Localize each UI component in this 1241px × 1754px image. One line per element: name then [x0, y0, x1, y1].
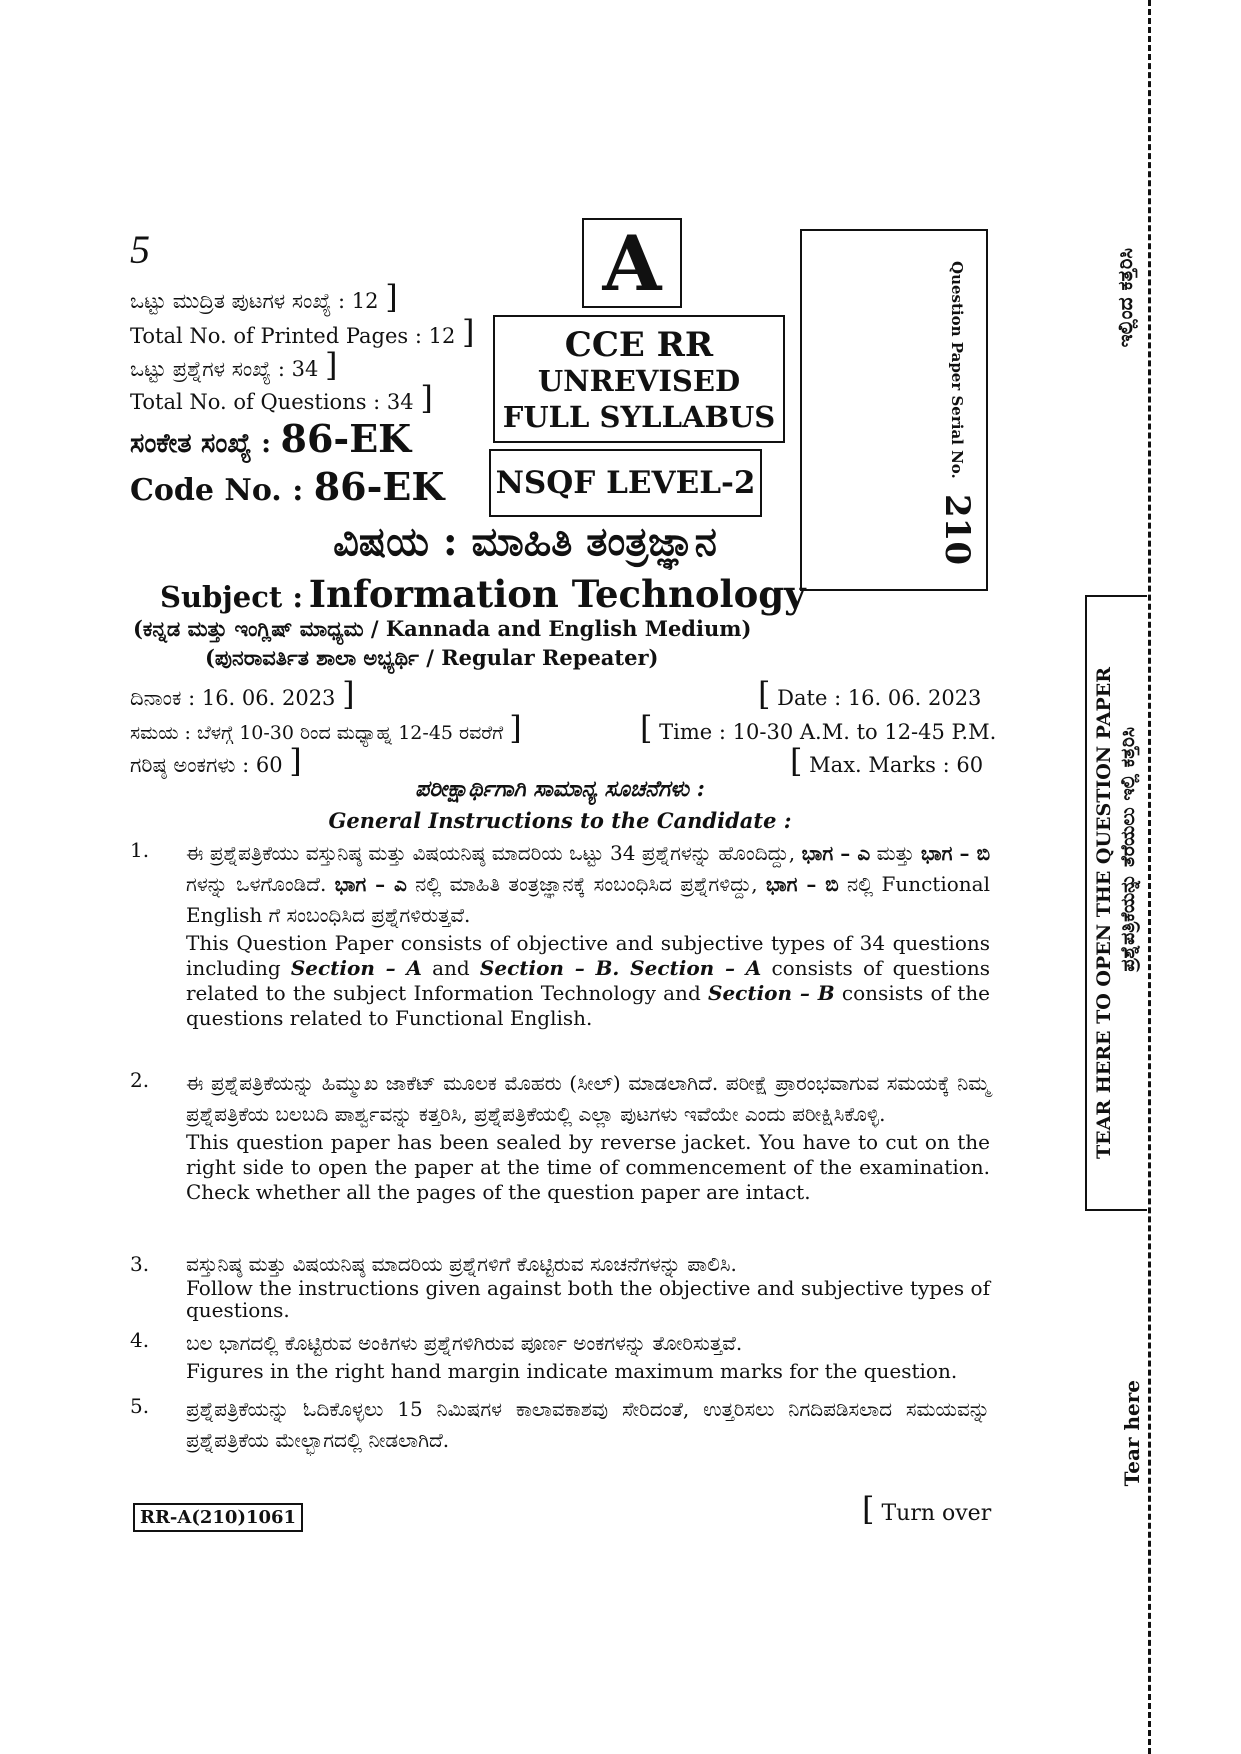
tear-here-label: Tear here [1120, 1380, 1144, 1487]
en-instructions-title: General Instructions to the Candidate : [328, 808, 792, 833]
instruction-number: 3. [130, 1252, 150, 1276]
candidate-type: (ಪುನರಾವರ್ತಿತ ಶಾಲಾ ಅಭ್ಯರ್ಥಿ / Regular Repeater) [205, 645, 659, 670]
en-time-text: Time : 10-30 A.M. to 12-45 P.M. [659, 720, 997, 744]
instruction-number: 1. [130, 838, 150, 862]
kn-text-part: ಗಳನ್ನು ಒಳಗೊಂಡಿದೆ. [186, 872, 335, 896]
en-subject [160, 572, 806, 616]
nsqf-level-box: NSQF LEVEL-2 [489, 449, 762, 517]
en-code-number [130, 464, 444, 509]
serial-value: 210 [937, 494, 977, 566]
kn-text-part: ನಲ್ಲಿ ಮಾಹಿತಿ ತಂತ್ರಜ್ಞಾನಕ್ಕೆ ಸಂಬಂಧಿಸಿದ ಪ್ರಶ್ನೆಗಳಿದ್ದು, [406, 872, 766, 896]
bracket: ] [509, 709, 522, 747]
instruction-number: 5. [130, 1394, 150, 1418]
kn-max-marks [130, 742, 302, 780]
tear-dashed-line[interactable] [1148, 0, 1151, 1754]
kn-total-questions-text: ಒಟ್ಟು ಪ್ರಶ್ನೆಗಳ ಸಂಖ್ಯೆ : 34 [130, 357, 319, 381]
instruction-item-5 [130, 1394, 990, 1456]
kn-text-part: ಮತ್ತು [870, 841, 921, 865]
kn-date [130, 675, 355, 713]
en-total-questions-text: Total No. of Questions : 34 [130, 390, 414, 414]
bracket: [ [640, 709, 653, 747]
en-subject-value: Information Technology [308, 572, 806, 616]
en-text-part: consists of the questions related to Functional English. [186, 981, 990, 1030]
cce-rr-label: CCE RR [564, 325, 714, 365]
kn-bold-part: ಭಾಗ – ಬಿ [765, 872, 839, 896]
kn-printed-pages [130, 278, 398, 316]
en-total-questions [130, 379, 433, 417]
page-number: 5 [130, 227, 150, 272]
kn-time [130, 709, 522, 747]
kn-total-questions [130, 346, 338, 384]
en-date-text: Date : 16. 06. 2023 [777, 686, 982, 710]
instruction-number: 2. [130, 1068, 150, 1092]
en-text-part: consists of questions related to the subject Information Technology and [186, 956, 990, 1005]
bracket: ] [385, 278, 398, 316]
kn-time-text: ಸಮಯ : ಬೆಳಗ್ಗೆ 10-30 ರಿಂದ ಮಧ್ಯಾಹ್ನ 12-45 ರವರೆಗೆ [130, 722, 504, 744]
bracket: ] [289, 742, 302, 780]
kn-code-label: ಸಂಕೇತ ಸಂಖ್ಯೆ : [130, 428, 272, 459]
paper-code-box: RR-A(210)1061 [133, 1503, 303, 1532]
en-printed-pages [130, 313, 475, 351]
bracket: ] [342, 675, 355, 713]
unrevised-label: UNREVISED [537, 364, 741, 398]
instruction-number: 4. [130, 1328, 150, 1352]
instruction-kn-text: ಬಲ ಭಾಗದಲ್ಲಿ ಕೊಟ್ಟಿರುವ ಅಂಕಿಗಳು ಪ್ರಶ್ನೆಗಳಿಗಿರುವ ಪೂರ್ಣ ಅಂಕಗಳನ್ನು ತೋರಿಸುತ್ತವೆ. [186, 1331, 743, 1355]
en-printed-pages-text: Total No. of Printed Pages : 12 [130, 324, 456, 348]
kn-date-text: ದಿನಾಂಕ : 16. 06. 2023 [130, 686, 336, 710]
kn-instructions-title: ಪರೀಕ್ಷಾರ್ಥಿಗಾಗಿ ಸಾಮಾನ್ಯ ಸೂಚನೆಗಳು : [415, 776, 705, 802]
turn-over-text: Turn over [881, 1501, 992, 1526]
kn-bold-part: ಭಾಗ – ಎ [801, 841, 871, 865]
en-time [640, 709, 997, 747]
bracket: [ [862, 1490, 875, 1528]
instruction-item-3 [130, 1252, 990, 1321]
en-date [758, 675, 982, 713]
version-box: A [582, 218, 682, 308]
bracket: ] [325, 346, 338, 384]
kn-subject: ವಿಷಯ : ಮಾಹಿತಿ ತಂತ್ರಜ್ಞಾನ [333, 518, 717, 565]
en-bold-part: Section – A [290, 956, 422, 980]
kn-tear-label-top: ಇಲ್ಲಿಂದ ಕತ್ತರಿಸಿ [1113, 248, 1137, 348]
full-syllabus-label: FULL SYLLABUS [502, 400, 776, 434]
medium-line: (ಕನ್ನಡ ಮತ್ತು ಇಂಗ್ಲಿಷ್ ಮಾಧ್ಯಮ / Kannada and English Medium) [133, 616, 752, 641]
kn-code-value: 86-EK [280, 416, 412, 461]
en-max-marks [790, 742, 984, 780]
kn-text-part: ಈ ಪ್ರಶ್ನೆಪತ್ರಿಕೆಯು ವಸ್ತುನಿಷ್ಠ ಮತ್ತು ವಿಷಯನಿಷ್ಠ ಮಾದರಿಯ ಒಟ್ಟು 34 ಪ್ರಶ್ನೆಗಳನ್ನು ಹೊಂದಿದ್ದು, [186, 841, 802, 865]
kn-printed-pages-text: ಒಟ್ಟು ಮುದ್ರಿತ ಪುಟಗಳ ಸಂಖ್ಯೆ : 12 [130, 289, 379, 313]
tear-instruction-box [1085, 595, 1147, 1211]
instruction-en-text: This question paper has been sealed by reverse jacket. You have to cut on the right side to open the paper at the time of commencement of the examination. Check whether all the pages of the question paper are intact. [186, 1130, 990, 1204]
en-bold-part: Section – B [708, 981, 835, 1005]
en-tear-instruction: TEAR HERE TO OPEN THE QUESTION PAPER [1093, 667, 1115, 1159]
instruction-item-1 [130, 838, 990, 1031]
bracket: [ [790, 742, 803, 780]
en-text-part: and [421, 956, 480, 980]
bracket: ] [420, 379, 433, 417]
en-subject-label: Subject : [160, 580, 304, 614]
en-max-marks-text: Max. Marks : 60 [809, 753, 984, 777]
kn-bold-part: ಭಾಗ – ಎ [334, 872, 407, 896]
instruction-kn-text: ಈ ಪ್ರಶ್ನೆಪತ್ರಿಕೆಯನ್ನು ಹಿಮ್ಮುಖ ಜಾಕೆಟ್ ಮೂಲಕ ಮೊಹರು (ಸೀಲ್) ಮಾಡಲಾಗಿದೆ. ಪರೀಕ್ಷೆ ಪ್ರಾರಂಭವಾಗುವ ಸಮಯಕ್ಕೆ ನಿಮ್ಮ ಪ್ರಶ್ನೆಪತ್ರಿಕೆಯ ಬಲಬದಿ ಪಾರ್ಶ್ವವನ್ನು ಕತ್ತರಿಸಿ, ಪ್ರಶ್ನೆಪತ್ರಿಕೆಯಲ್ಲಿ ಎಲ್ಲಾ ಪುಟಗಳು ಇವೆಯೇ ಎಂದು ಪರೀಕ್ಷಿಸಿಕೊಳ್ಳಿ. [186, 1071, 990, 1126]
instruction-item-2 [130, 1068, 990, 1205]
instruction-en-text: Follow the instructions given against both the objective and subjective types of questions. [186, 1276, 990, 1322]
instruction-en-text: Figures in the right hand margin indicate maximum marks for the question. [186, 1359, 958, 1383]
kn-bold-part: ಭಾಗ – ಬಿ [920, 841, 991, 865]
en-code-value: 86-EK [313, 464, 445, 509]
instruction-kn-text: ವಸ್ತುನಿಷ್ಠ ಮತ್ತು ವಿಷಯನಿಷ್ಠ ಮಾದರಿಯ ಪ್ರಶ್ನೆಗಳಿಗೆ ಕೊಟ್ಟಿರುವ ಸೂಚನೆಗಳನ್ನು ಪಾಲಿಸಿ. [186, 1252, 737, 1276]
serial-number-vertical [937, 261, 977, 565]
instruction-kn-text: ಪ್ರಶ್ನೆಪತ್ರಿಕೆಯನ್ನು ಓದಿಕೊಳ್ಳಲು 15 ನಿಮಿಷಗಳ ಕಾಲಾವಕಾಶವು ಸೇರಿದಂತೆ, ಉತ್ತರಿಸಲು ನಿಗದಿಪಡಿಸಲಾದ ಸಮಯವನ್ನು ಪ್ರಶ್ನೆಪತ್ರಿಕೆಯ ಮೇಲ್ಭಾಗದಲ್ಲಿ ನೀಡಲಾಗಿದೆ. [186, 1397, 990, 1452]
bracket: ] [462, 313, 475, 351]
turn-over [862, 1490, 992, 1528]
en-code-label: Code No. : [130, 473, 304, 508]
instruction-kn-text [186, 838, 990, 931]
bracket: [ [758, 675, 771, 713]
serial-label: Question Paper Serial No. [948, 261, 966, 479]
instruction-item-4 [130, 1328, 990, 1384]
kn-tear-instruction: ಪ್ರಶ್ನೆಪತ್ರಿಕೆಯನ್ನು ತೆರೆಯಲು ಇಲ್ಲಿ ಕತ್ತರಿಸಿ [1117, 727, 1139, 972]
kn-text-part: ನಲ್ಲಿ Functional English ಗೆ ಸಂಬಂಧಿಸಿದ ಪ್ರಶ್ನೆಗಳಿರುತ್ತವೆ. [186, 872, 990, 927]
syllabus-box [493, 315, 785, 443]
kn-max-marks-text: ಗರಿಷ್ಠ ಅಂಕಗಳು : 60 [130, 753, 283, 777]
en-bold-part: Section – B. Section – A [479, 956, 762, 980]
en-text-part: This Question Paper consists of objective and subjective types of 34 questions including [186, 931, 990, 980]
kn-code-number [130, 416, 411, 461]
instruction-en-text [186, 931, 990, 1031]
